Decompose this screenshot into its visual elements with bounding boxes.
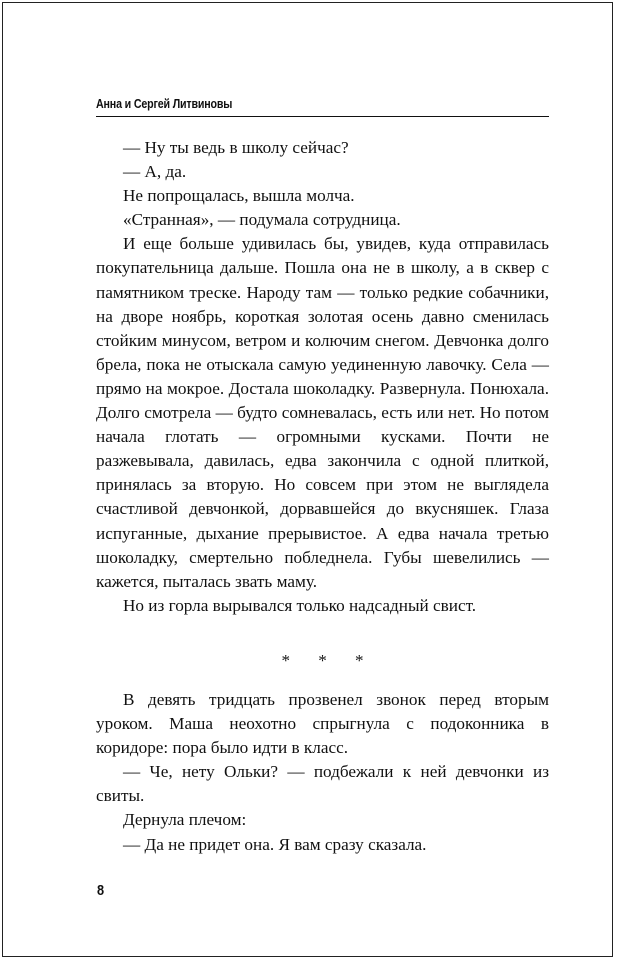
scene-break: * * * — [281, 651, 376, 670]
paragraph: — Че, нету Ольки? — подбежали к ней девчонки из свиты. — [96, 762, 549, 806]
paragraph: — Ну ты ведь в школу сейчас? — [123, 138, 349, 157]
paragraph: В девять тридцать прозвенел звонок перед вторым уроком. Маша неохотно спрыгнула с подоконника в коридоре: пора было идти в класс. — [96, 690, 549, 758]
paragraph: Дернула плечом: — [123, 810, 247, 830]
paragraph: И еще больше удивилась бы, увидев, куда отправилась покупательница дальше. Пошла она не в школу, а в сквер с памятником треске. Народу там — только редкие собачники, на дворе ноябрь, короткая золотая осень давно сменилась стойким минусом, ветром и колючим снегом. Девчонка долго брела, пока не отыскала самую уединенную лавочку. Села — прямо на мокрое. Достала шоколадку. Развернула. Понюхала. Долго смотрела — будто сомневалась, есть или нет. Но потом начала глотать — огромными кусками. Почти не разжевывала, давилась, едва закончила с одной плиткой, принялась за вторую. Но совсем при этом не выглядела счастливой девчонкой, дорвавшейся до вкусняшек. Глаза испуганные, дыхание прерывистое. А едва начала третью шоколадку, смертельно побледнела. Губы шевелились — кажется, пыталась звать маму. — [96, 234, 549, 591]
paragraph: «Странная», — подумала сотрудница. — [123, 210, 401, 230]
paragraph: Но из горла вырывался только надсадный свист. — [123, 595, 477, 615]
paragraph: — Да не придет она. Я вам сразу сказала. — [123, 834, 427, 854]
paragraph: — А, да. — [123, 162, 187, 182]
body-text-part-2 — [96, 688, 549, 857]
page-number: 8 — [97, 882, 105, 899]
paragraph: Не попрощалась, вышла молча. — [123, 186, 355, 206]
running-head: Анна и Сергей Литвиновы — [96, 96, 233, 111]
body-text-part-1 — [96, 136, 549, 618]
header-rule — [96, 116, 549, 117]
